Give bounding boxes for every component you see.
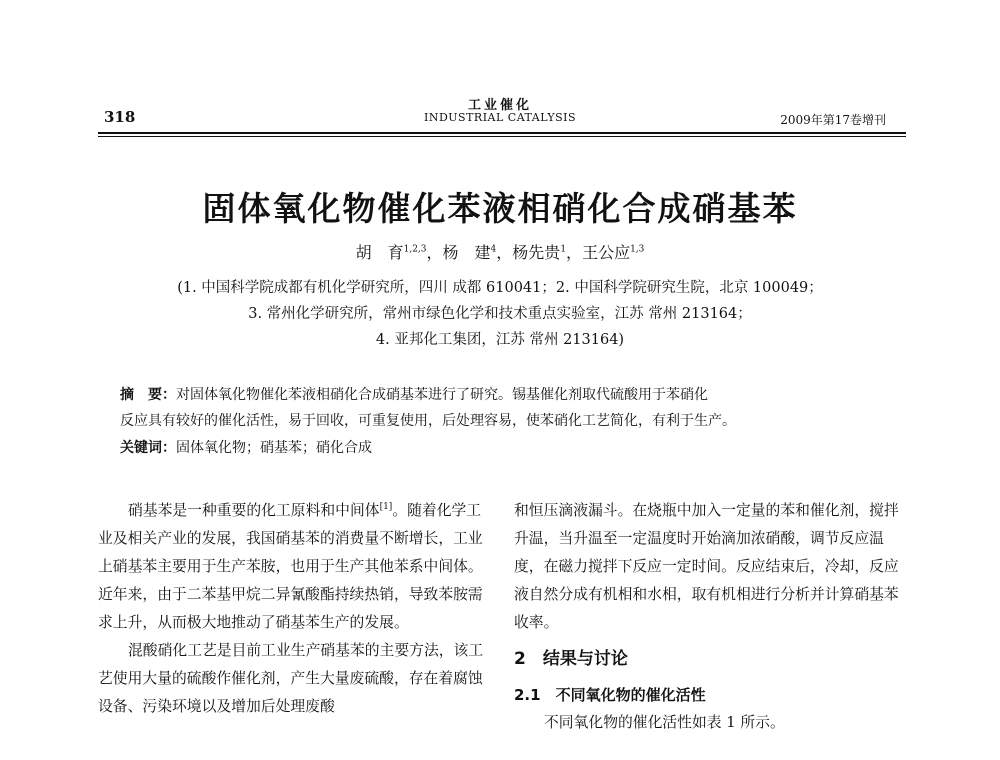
abstract-text: 反应具有较好的催化活性，易于回收，可重复使用，后处理容易，使苯硝化工艺简化，有利于生产。: [120, 413, 736, 429]
citation-ref[interactable]: [1]: [379, 502, 393, 513]
abstract-text: 对固体氧化物催化苯液相硝化合成硝基苯进行了研究。锡基催化剂取代硫酸用于苯硝化: [176, 387, 708, 403]
author-affiliation-mark: 1,3: [630, 244, 645, 255]
keywords-line: [120, 437, 890, 457]
author-affiliation-mark: 4: [490, 244, 497, 255]
author-affiliation-mark: 1,2,3: [403, 244, 427, 255]
abstract-line: [120, 384, 890, 404]
author-list: 胡 育$^{1,2,3}$，杨 建$^4$，杨先贵$^1$，王公应$^{1,3}$: [355, 243, 645, 262]
article-title: 固体氧化物催化苯液相硝化合成硝基苯: [202, 189, 798, 228]
journal-title-cn: 工业催化: [467, 98, 532, 113]
author-affiliation-mark: 1: [560, 244, 567, 255]
author-name: 杨 建: [442, 243, 491, 262]
keywords-text: 固体氧化物；硝基苯；硝化合成: [176, 440, 372, 456]
affiliation-line: (1. 中国科学院成都有机化学研究所，四川 成都 610041；2. 中国科学院研究生院，北京 100049；: [177, 280, 823, 296]
subsection-heading: 2.1 不同氧化物的催化活性: [514, 686, 706, 704]
journal-title-en: INDUSTRIAL CATALYSIS: [423, 111, 577, 124]
issue-label: 2009年第17卷增刊: [780, 113, 886, 127]
page-number: 318: [104, 108, 136, 126]
author-name: 杨先贵: [512, 243, 561, 262]
body-paragraph: 和恒压滴液漏斗。在烧瓶中加入一定量的苯和催化剂，搅拌升温，当升温至一定温度时开始滴加浓硝酸，调节反应温度，在磁力搅拌下反应一定时间。反应结束后，冷却，反应液自然分成有机相和水相，取有机相进行分析并计算硝基苯收率。: [514, 502, 899, 631]
author-name: 胡 育: [355, 243, 404, 262]
header-rule-thick: [98, 132, 906, 134]
keywords-label: 关键词：: [120, 440, 176, 456]
body-paragraph: 硝基苯是一种重要的化工原料和中间体[1]。随着化学工业及相关产业的发展，我国硝基苯的消费量不断增长，工业上硝基苯主要用于生产苯胺，也用于生产其他苯系中间体。近年来，由于二苯基甲烷二异氰酸酯持续热销，导致苯胺需求上升，从而极大地推动了硝基苯生产的发展。: [98, 502, 483, 631]
body-paragraph: 混酸硝化工艺是目前工业生产硝基苯的主要方法，该工艺使用大量的硫酸作催化剂，产生大量废硫酸，存在着腐蚀设备、污染环境以及增加后处理废酸: [98, 642, 484, 715]
left-column: [98, 497, 490, 721]
body-paragraph: 不同氧化物的催化活性如表 1 所示。: [544, 714, 785, 731]
affiliation-line: 4. 亚邦化工集团，江苏 常州 213164): [375, 332, 625, 348]
affiliation-line: 3. 常州化学研究所，常州市绿色化学和技术重点实验室，江苏 常州 213164；: [248, 306, 752, 322]
author-name: 王公应: [582, 243, 631, 262]
abstract-line: [120, 410, 890, 430]
abstract-label: 摘 要：: [120, 387, 176, 403]
section-heading: 2 结果与讨论: [514, 649, 628, 669]
header-rule-thin: [98, 136, 906, 137]
right-column: [514, 497, 906, 737]
